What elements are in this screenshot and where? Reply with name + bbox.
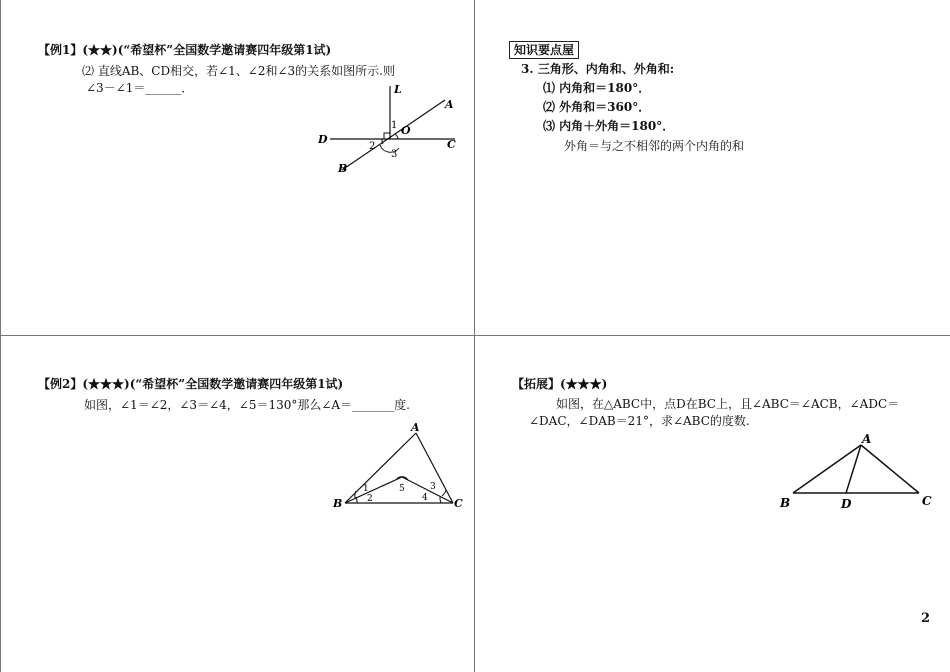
fig1-label-n1: 1 [391, 120, 398, 131]
page-number: 2 [921, 611, 931, 626]
fig2-label-n5: 5 [399, 484, 405, 494]
knowledge-item-2: ⑵ 外角和＝360°． [543, 100, 651, 114]
fig1-label-n2: 2 [369, 141, 376, 152]
knowledge-note: 外角＝与之不相邻的两个内角的和 [564, 139, 745, 153]
fig1-label-L: L [394, 83, 402, 96]
fig1-label-C: C [447, 138, 456, 151]
fig1-label-n3: 3 [391, 149, 398, 160]
fig2-label-n4: 4 [422, 493, 428, 503]
fig3-label-B: B [780, 496, 791, 510]
fig1-label-O: O [401, 124, 411, 137]
knowledge-item-3: ⑶ 内角＋外角＝180°． [543, 119, 675, 133]
fig1-label-A: A [445, 98, 454, 111]
example1-header: 【例1】(★★)(“希望杯”全国数学邀请赛四年级第1试) [38, 43, 332, 57]
fig2-label-A: A [411, 421, 420, 434]
extension-question-line1: 如图，在△ABC中，点D在BC上，且∠ABC＝∠ACB，∠ADC＝ [556, 397, 900, 411]
knowledge-heading: 3. 三角形、内角和、外角和: [521, 62, 675, 76]
example2-header: 【例2】(★★★)(“希望杯”全国数学邀请赛四年级第1试) [38, 377, 344, 391]
example1-question-line1: ⑵ 直线AB、CD相交，若∠1、∠2和∠3的关系如图所示.则 [82, 64, 395, 78]
fig1-label-D: D [318, 133, 328, 146]
knowledge-item-1: ⑴ 内角和＝180°． [543, 81, 651, 95]
fig3-label-A: A [862, 432, 872, 446]
example2-question: 如图，∠1＝∠2，∠3＝∠4，∠5＝130°那么∠A＝_______度. [84, 398, 410, 412]
fig1-label-B: B [338, 162, 348, 175]
example1-question-line2: ∠3－∠1＝______． [86, 81, 194, 95]
fig3-label-C: C [922, 494, 932, 508]
fig2-label-n3: 3 [430, 482, 436, 492]
knowledge-box-title: 知识要点屋 [509, 41, 579, 59]
fig2-label-B: B [333, 497, 343, 510]
fig2-label-n2: 2 [367, 494, 373, 504]
extension-header: 【拓展】(★★★) [512, 377, 608, 391]
extension-question-line2: ∠DAC，∠DAB＝21°，求∠ABC的度数. [529, 414, 750, 428]
fig3-label-D: D [841, 497, 852, 511]
fig2-label-n1: 1 [363, 484, 369, 494]
fig2-label-C: C [454, 497, 463, 510]
